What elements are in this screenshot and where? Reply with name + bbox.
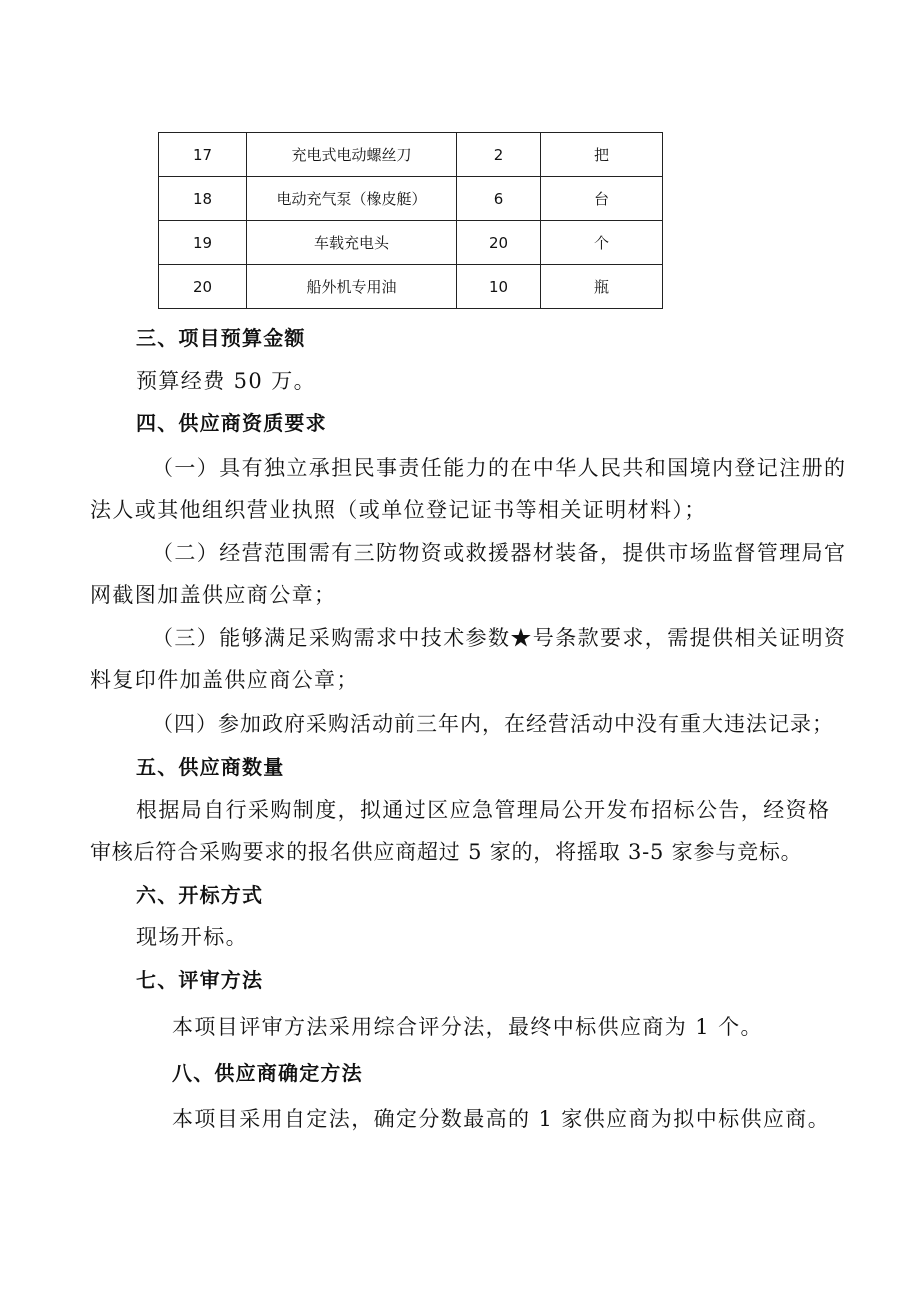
supplier-count-line-1: 根据局自行采购制度，拟通过区应急管理局公开发布招标公告，经资格 <box>136 798 831 822</box>
row-number: 19 <box>159 221 247 265</box>
table-row <box>159 177 663 221</box>
qualification-item-2-line-2: 网截图加盖供应商公章； <box>90 583 337 607</box>
item-quantity: 10 <box>457 265 541 309</box>
qualification-item-4: （四）参加政府采购活动前三年内，在经营活动中没有重大违法记录； <box>152 712 834 736</box>
opening-heading: 六、开标方式 <box>136 883 264 907</box>
opening-text: 现场开标。 <box>136 925 248 949</box>
qualification-item-3-line-1: （三）能够满足采购需求中技术参数★号条款要求，需提供相关证明资 <box>152 626 847 650</box>
item-quantity: 6 <box>457 177 541 221</box>
budget-heading: 三、项目预算金额 <box>136 326 306 350</box>
budget-text: 预算经费 50 万。 <box>136 369 317 393</box>
qualification-heading: 四、供应商资质要求 <box>136 411 327 435</box>
items-table <box>158 132 663 309</box>
review-text: 本项目评审方法采用综合评分法，最终中标供应商为 1 个。 <box>172 1015 763 1039</box>
item-unit: 个 <box>541 221 663 265</box>
qualification-item-1-line-2: 法人或其他组织营业执照（或单位登记证书等相关证明材料）； <box>90 498 707 522</box>
row-number: 18 <box>159 177 247 221</box>
item-quantity: 2 <box>457 133 541 177</box>
row-number: 20 <box>159 265 247 309</box>
item-unit: 台 <box>541 177 663 221</box>
supplier-count-heading: 五、供应商数量 <box>136 755 285 779</box>
qualification-item-2-line-1: （二）经营范围需有三防物资或救援器材装备，提供市场监督管理局官 <box>152 541 847 565</box>
qualification-item-1-line-1: （一）具有独立承担民事责任能力的在中华人民共和国境内登记注册的 <box>152 456 847 480</box>
item-unit: 把 <box>541 133 663 177</box>
determination-heading: 八、供应商确定方法 <box>172 1061 363 1085</box>
item-name: 船外机专用油 <box>247 265 457 309</box>
item-quantity: 20 <box>457 221 541 265</box>
row-number: 17 <box>159 133 247 177</box>
item-name: 充电式电动螺丝刀 <box>247 133 457 177</box>
item-unit: 瓶 <box>541 265 663 309</box>
determination-text: 本项目采用自定法，确定分数最高的 1 家供应商为拟中标供应商。 <box>172 1107 831 1131</box>
table-row <box>159 221 663 265</box>
item-name: 车载充电头 <box>247 221 457 265</box>
table-row <box>159 133 663 177</box>
qualification-item-3-line-2: 料复印件加盖供应商公章； <box>90 668 359 692</box>
item-name: 电动充气泵（橡皮艇） <box>247 177 457 221</box>
supplier-count-line-2: 审核后符合采购要求的报名供应商超过 5 家的，将摇取 3-5 家参与竞标。 <box>90 840 803 864</box>
review-heading: 七、评审方法 <box>136 968 264 992</box>
table-row <box>159 265 663 309</box>
